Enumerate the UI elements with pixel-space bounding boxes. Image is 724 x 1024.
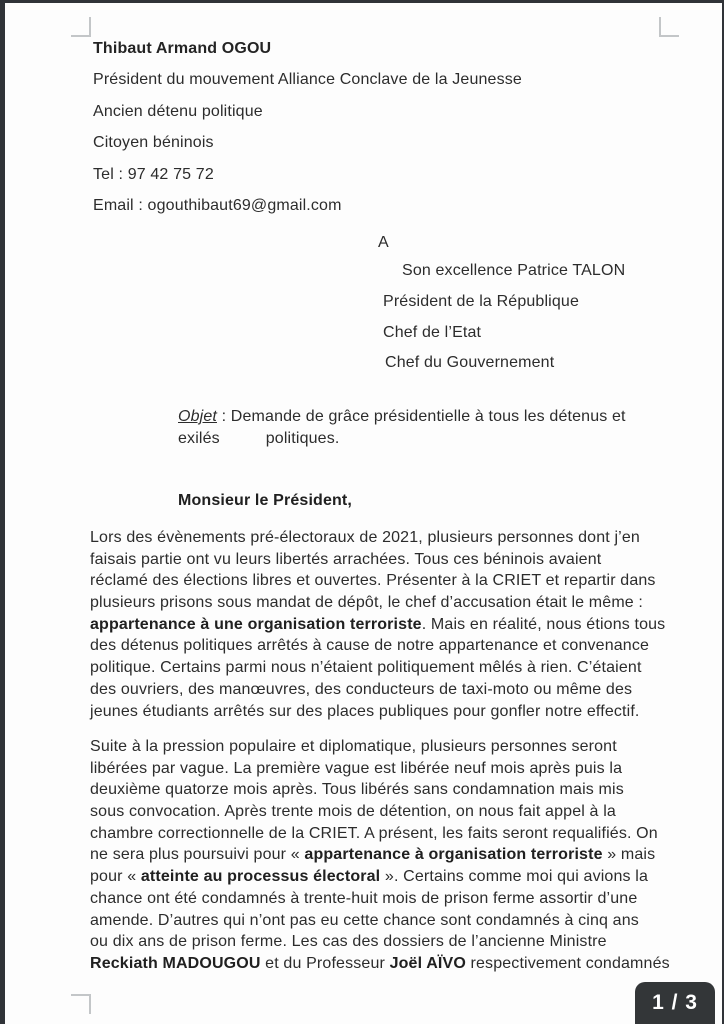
text-run: appartenance à organisation terroriste [304, 846, 603, 864]
text-line [90, 844, 670, 866]
text-run: ou dix ans de prison ferme. Les cas des dossiers de l’ancienne Ministre [90, 933, 607, 951]
body-paragraph-2 [90, 736, 670, 975]
text-line [90, 614, 665, 636]
text-run: ». Certains comme moi qui avions la [380, 868, 649, 886]
text-run: chambre correctionnelle de la CRIET. A présent, les faits seront requalifiés. On [90, 824, 658, 842]
text-run: sous convocation. Après trente mois de détention, on nous fait appel à la [90, 803, 616, 821]
text-run: Joël AÏVO [389, 954, 466, 972]
recipient-title-2: Chef de l’Etat [383, 323, 482, 341]
text-boundary-corner-bottom-left [71, 994, 91, 1014]
text-run: amende. D’autres qui n’ont pas eu cette chance sont condamnés à cinq ans [90, 911, 639, 929]
sender-status: Ancien détenu politique [93, 102, 263, 120]
text-line [90, 801, 670, 823]
recipient-title-1: Président de la République [383, 292, 580, 310]
sender-block [93, 33, 522, 221]
text-line [178, 428, 626, 450]
text-boundary-corner-top-right [659, 17, 679, 37]
text-run: . Mais en réalité, nous étions tous [421, 615, 666, 633]
sender-title: Président du mouvement Alliance Conclave de la Jeunesse [93, 71, 522, 89]
subject-line [178, 406, 626, 451]
text-run: des détenus politiques arrêtés à cause de notre appartenance et convenance [90, 637, 650, 655]
text-run: libérées par vague. La première vague est libérée neuf mois après puis la [90, 759, 623, 777]
text-boundary-corner-top-left [71, 17, 91, 37]
text-line [90, 701, 665, 723]
text-run: pour « [90, 868, 141, 886]
text-line [90, 888, 670, 910]
text-run: Objet [178, 408, 217, 425]
body-paragraph-1 [90, 527, 665, 722]
text-run: faisais partie ont vu leurs libertés arrachées. Tous ces béninois avaient [90, 550, 602, 568]
sender-name: Thibaut Armand OGOU [93, 40, 272, 57]
text-line [90, 679, 665, 701]
recipient-title-3: Chef du Gouvernement [385, 354, 555, 372]
letter-page [5, 3, 722, 1024]
text-line [90, 823, 670, 845]
text-line [90, 736, 670, 758]
text-run: : Demande de grâce présidentielle à tous les détenus et [217, 408, 626, 425]
text-run: Suite à la pression populaire et diplomatique, plusieurs personnes seront [90, 738, 617, 755]
recipient-name: Son excellence Patrice TALON [402, 262, 626, 279]
text-run: respectivement condamnés [465, 954, 670, 972]
text-line [90, 953, 670, 975]
text-line [90, 779, 670, 801]
text-line [90, 657, 665, 679]
text-line [90, 910, 670, 932]
text-line [90, 866, 670, 888]
text-run: appartenance à une organisation terroriste [90, 615, 422, 633]
text-run: et du Professeur [260, 954, 390, 972]
text-run: politique. Certains parmi nous n’étaient politiquement mêlés à rien. C’étaient [90, 659, 642, 677]
text-run: » mais [602, 846, 656, 864]
text-line [90, 527, 665, 549]
text-line [178, 406, 626, 428]
text-run: atteinte au processus électoral [140, 868, 381, 886]
text-run: Lors des évènements pré-électoraux de 2021, plusieurs personnes dont j’en [90, 529, 640, 546]
text-run: chance ont été condamnés à trente-huit mois de prison ferme assortir d’une [90, 889, 638, 907]
text-line [90, 635, 665, 657]
salutation: Monsieur le Président, [178, 492, 353, 509]
text-line [90, 549, 665, 571]
text-run: jeunes étudiants arrêtés sur des places publiques pour gonfler notre effectif. [90, 702, 640, 720]
text-run: deuxième quatorze mois après. Tous libérés sans condamnation mais mis [90, 781, 624, 799]
text-line [90, 570, 665, 592]
text-run: ne sera plus poursuivi pour « [90, 846, 305, 864]
sender-phone: Tel : 97 42 75 72 [93, 165, 214, 183]
recipient-intro: A [378, 234, 389, 251]
sender-email: Email : ogouthibaut69@gmail.com [93, 196, 342, 214]
text-line [90, 758, 670, 780]
text-run: plusieurs prisons sous mandat de dépôt, le chef d’accusation était le même : [90, 594, 644, 612]
text-line [90, 592, 665, 614]
sender-citizenship: Citoyen béninois [93, 134, 214, 152]
page-indicator-badge: 1 / 3 [635, 982, 715, 1024]
text-line [90, 931, 670, 953]
text-run: des ouvriers, des manœuvres, des conducteurs de taxi-moto ou même des [90, 680, 633, 698]
recipient-block [383, 256, 625, 379]
text-run: réclamé des élections libres et ouvertes. Présenter à la CRIET et repartir dans [90, 572, 656, 590]
text-run: Reckiath MADOUGOU [90, 954, 261, 972]
text-run: exilés politiques. [178, 430, 340, 448]
